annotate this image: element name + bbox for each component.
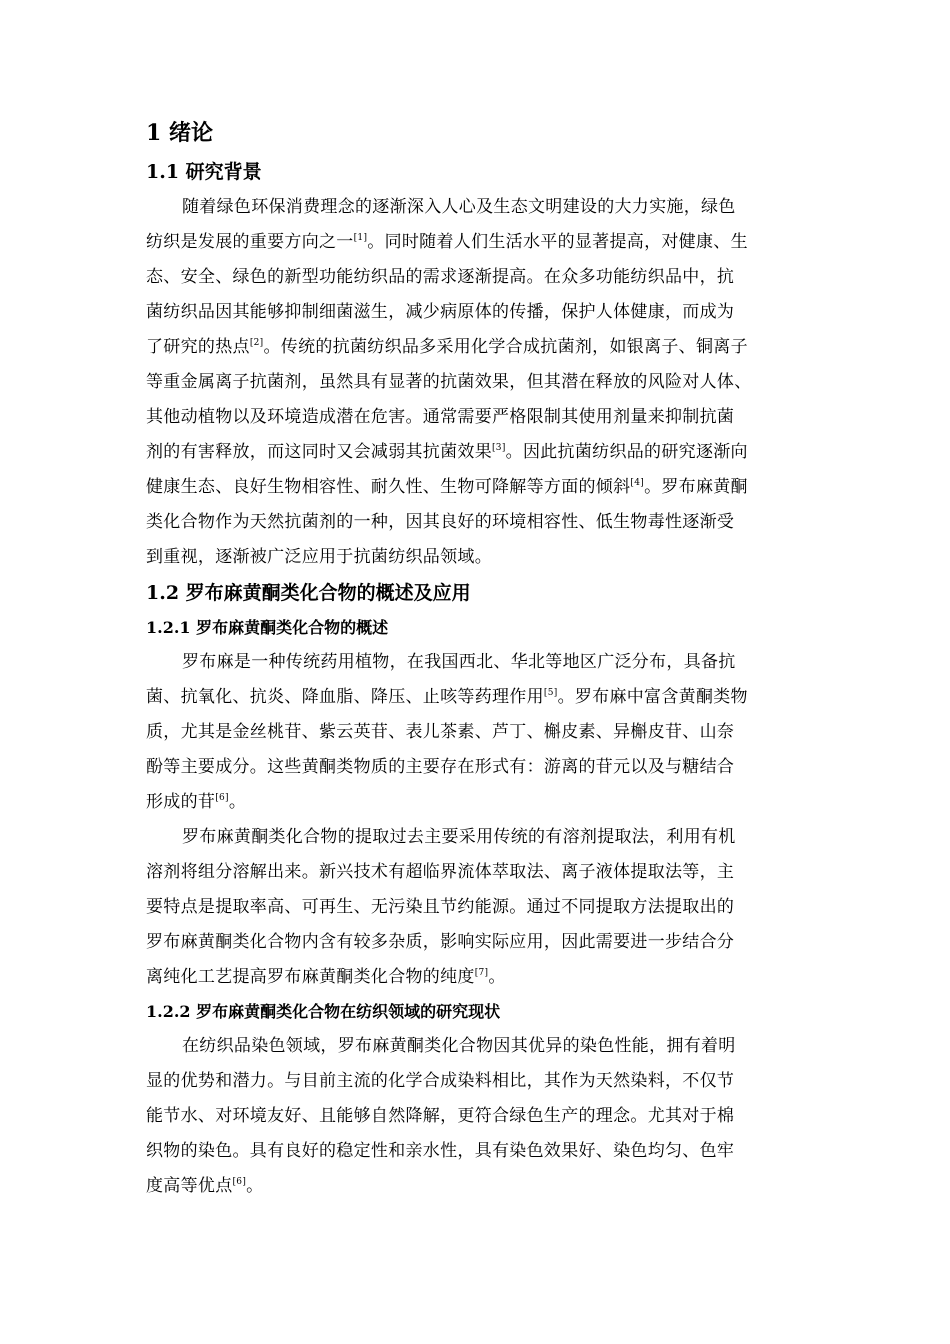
line-text-continued: 。罗布麻黄酮 (644, 477, 748, 497)
text-line (146, 960, 810, 995)
text-line (146, 1169, 810, 1204)
document-body (146, 112, 810, 1204)
text-line (146, 400, 810, 435)
text-line (146, 1134, 810, 1169)
text-line (146, 680, 810, 715)
text-line (146, 505, 810, 540)
line-text: 度高等优点 (146, 1176, 233, 1196)
line-text: 健康生态、良好生物相容性、耐久性、生物可降解等方面的倾斜 (146, 477, 631, 497)
line-text: 在纺织品染色领域，罗布麻黄酮类化合物因其优异的染色性能，拥有着明 (182, 1036, 736, 1056)
line-text: 形成的苷 (146, 792, 216, 812)
line-text: 菌、抗氧化、抗炎、降血脂、降压、止咳等药理作用 (146, 687, 544, 707)
line-text-continued: 。 (488, 967, 506, 987)
citation-ref: [4] (630, 478, 645, 488)
text-line (146, 295, 810, 330)
line-text-continued: 。因此抗菌纺织品的研究逐渐向 (505, 442, 748, 462)
text-line (146, 260, 810, 295)
line-text-continued: 。 (246, 1176, 264, 1196)
text-line (146, 820, 810, 855)
line-text-continued: 。传统的抗菌纺织品多采用化学合成抗菌剂，如银离子、铜离子 (263, 337, 748, 357)
paragraph-apocynum-overview (146, 645, 810, 820)
section-heading-1-2-2: 1.2.2 罗布麻黄酮类化合物在纺织领域的研究现状 (146, 1002, 501, 1021)
citation-ref: [3] (492, 443, 506, 453)
line-text: 其他动植物以及环境造成潜在危害。通常需要严格限制其使用剂量来抑制抗菌 (146, 407, 735, 427)
section-heading-1-2: 1.2 罗布麻黄酮类化合物的概述及应用 (146, 582, 471, 604)
text-line (146, 225, 810, 260)
text-line (146, 330, 810, 365)
line-text: 态、安全、绿色的新型功能纺织品的需求逐渐提高。在众多功能纺织品中，抗 (146, 267, 735, 287)
line-text: 到重视，逐渐被广泛应用于抗菌纺织品领域。 (146, 547, 492, 567)
text-line (146, 365, 810, 400)
text-line (146, 1029, 810, 1064)
line-text: 纺织是发展的重要方向之一 (146, 232, 354, 252)
text-line (146, 925, 810, 960)
text-line (146, 540, 810, 575)
text-line (146, 890, 810, 925)
text-line (146, 645, 810, 680)
text-line (146, 470, 810, 505)
line-text-continued: 。同时随着人们生活水平的显著提高，对健康、生 (367, 232, 748, 252)
paragraph-background (146, 190, 810, 575)
line-text-continued: 。罗布麻中富含黄酮类物 (557, 687, 748, 707)
line-text: 溶剂将组分溶解出来。新兴技术有超临界流体萃取法、离子液体提取法等，主 (146, 862, 735, 882)
line-text: 织物的染色。具有良好的稳定性和亲水性，具有染色效果好、染色均匀、色牢 (146, 1141, 735, 1161)
citation-ref: [5] (543, 688, 558, 698)
chapter-title: 1 绪论 (146, 120, 213, 146)
line-text: 菌纺织品因其能够抑制细菌滋生，减少病原体的传播，保护人体健康，而成为 (146, 302, 735, 322)
text-line (146, 750, 810, 785)
line-text: 罗布麻黄酮类化合物内含有较多杂质，影响实际应用，因此需要进一步结合分 (146, 932, 735, 952)
citation-ref: [7] (474, 968, 489, 978)
line-text: 罗布麻黄酮类化合物的提取过去主要采用传统的有溶剂提取法，利用有机 (182, 827, 736, 847)
line-text: 要特点是提取率高、可再生、无污染且节约能源。通过不同提取方法提取出的 (146, 897, 735, 917)
text-line (146, 855, 810, 890)
text-line (146, 435, 810, 470)
citation-ref: [6] (232, 1177, 247, 1187)
line-text-continued: 。 (228, 792, 247, 812)
text-line (146, 1064, 810, 1099)
line-text: 罗布麻是一种传统药用植物，在我国西北、华北等地区广泛分布，具备抗 (182, 652, 736, 672)
text-line (146, 190, 810, 225)
paragraph-extraction (146, 820, 810, 995)
section-heading-1-2-1: 1.2.1 罗布麻黄酮类化合物的概述 (146, 618, 389, 637)
citation-ref: [6] (215, 793, 229, 803)
line-text: 剂的有害释放，而这同时又会减弱其抗菌效果 (146, 442, 492, 462)
citation-ref: [2] (249, 338, 264, 348)
text-line (146, 785, 810, 820)
line-text: 质，尤其是金丝桃苷、紫云英苷、表儿茶素、芦丁、槲皮素、异槲皮苷、山奈 (146, 722, 735, 742)
text-line (146, 1099, 810, 1134)
line-text: 离纯化工艺提高罗布麻黄酮类化合物的纯度 (146, 967, 475, 987)
line-text: 显的优势和潜力。与目前主流的化学合成染料相比，其作为天然染料，不仅节 (146, 1071, 735, 1091)
line-text: 随着绿色环保消费理念的逐渐深入人心及生态文明建设的大力实施，绿色 (182, 197, 736, 217)
line-text: 酚等主要成分。这些黄酮类物质的主要存在形式有：游离的苷元以及与糖结合 (146, 757, 735, 777)
section-heading-1-1: 1.1 研究背景 (146, 161, 262, 183)
line-text: 了研究的热点 (146, 337, 250, 357)
paragraph-textile-research (146, 1029, 810, 1204)
line-text: 能节水、对环境友好、且能够自然降解，更符合绿色生产的理念。尤其对于棉 (146, 1106, 735, 1126)
line-text: 类化合物作为天然抗菌剂的一种，因其良好的环境相容性、低生物毒性逐渐受 (146, 512, 735, 532)
line-text: 等重金属离子抗菌剂，虽然具有显著的抗菌效果，但其潜在释放的风险对人体、 (146, 372, 752, 392)
text-line (146, 715, 810, 750)
citation-ref: [1] (353, 233, 368, 243)
